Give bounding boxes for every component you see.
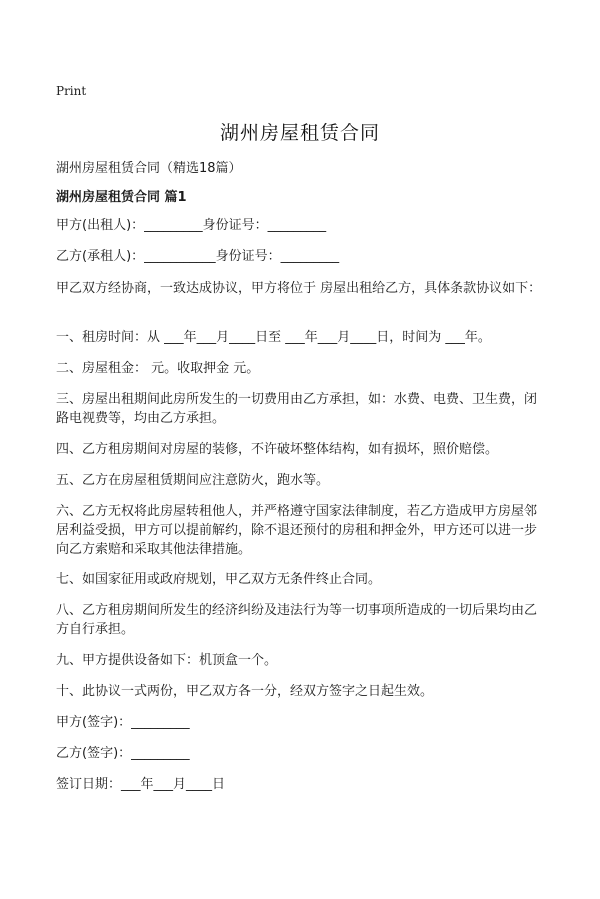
clause-5: 五、乙方在房屋租赁期间应注意防火，跑水等。 — [56, 473, 330, 488]
clause-1: 一、租房时间：从 ___年___月____日至 ___年___月____日，时间为 ___年。 — [56, 330, 491, 345]
lessee-line: 乙方(承租人)：___________身份证号：_________ — [56, 249, 340, 264]
clause-6: 六、乙方无权将此房屋转租他人，并严格遵守国家法律制度，若乙方造成甲方房屋邻居利益受损，甲方可以提前解约，除不退还预付的房租和押金外，甲方还可以进一步向乙方索赔和采取其他法律措施。 — [56, 504, 538, 557]
clause-9: 九、甲方提供设备如下：机顶盒一个。 — [56, 653, 278, 668]
print-link[interactable]: Print — [56, 84, 87, 98]
clause-4: 四、乙方租房期间对房屋的装修，不许破坏整体结构，如有损坏，照价赔偿。 — [56, 442, 499, 457]
section-heading: 湖州房屋租赁合同 篇1 — [56, 190, 187, 205]
clause-3: 三、房屋出租期间此房所发生的一切费用由乙方承担，如：水费、电费、卫生费，闭路电视费等，均由乙方承担。 — [56, 392, 538, 426]
clause-10: 十、此协议一式两份，甲乙双方各一分，经双方签字之日起生效。 — [56, 684, 434, 699]
signing-date: 签订日期：___年___月____日 — [56, 777, 226, 792]
lessor-line: 甲方(出租人)：_________身份证号：_________ — [56, 218, 327, 233]
lessor-signature: 甲方(签字)：_________ — [56, 715, 190, 730]
lessee-signature: 乙方(签字)：_________ — [56, 746, 190, 761]
intro-paragraph: 甲乙双方经协商，一致达成协议，甲方将位于 房屋出租给乙方，具体条款协议如下： — [56, 281, 542, 296]
document-subtitle: 湖州房屋租赁合同（精选18篇） — [56, 161, 242, 176]
clause-7: 七、如国家征用或政府规划，甲乙双方无条件终止合同。 — [56, 572, 382, 587]
clause-2: 二、房屋租金： 元。收取押金 元。 — [56, 361, 260, 376]
clause-8: 八、乙方租房期间所发生的经济纠纷及违法行为等一切事项所造成的一切后果均由乙方自行承担。 — [56, 603, 538, 637]
document-title: 湖州房屋租赁合同 — [219, 122, 380, 144]
